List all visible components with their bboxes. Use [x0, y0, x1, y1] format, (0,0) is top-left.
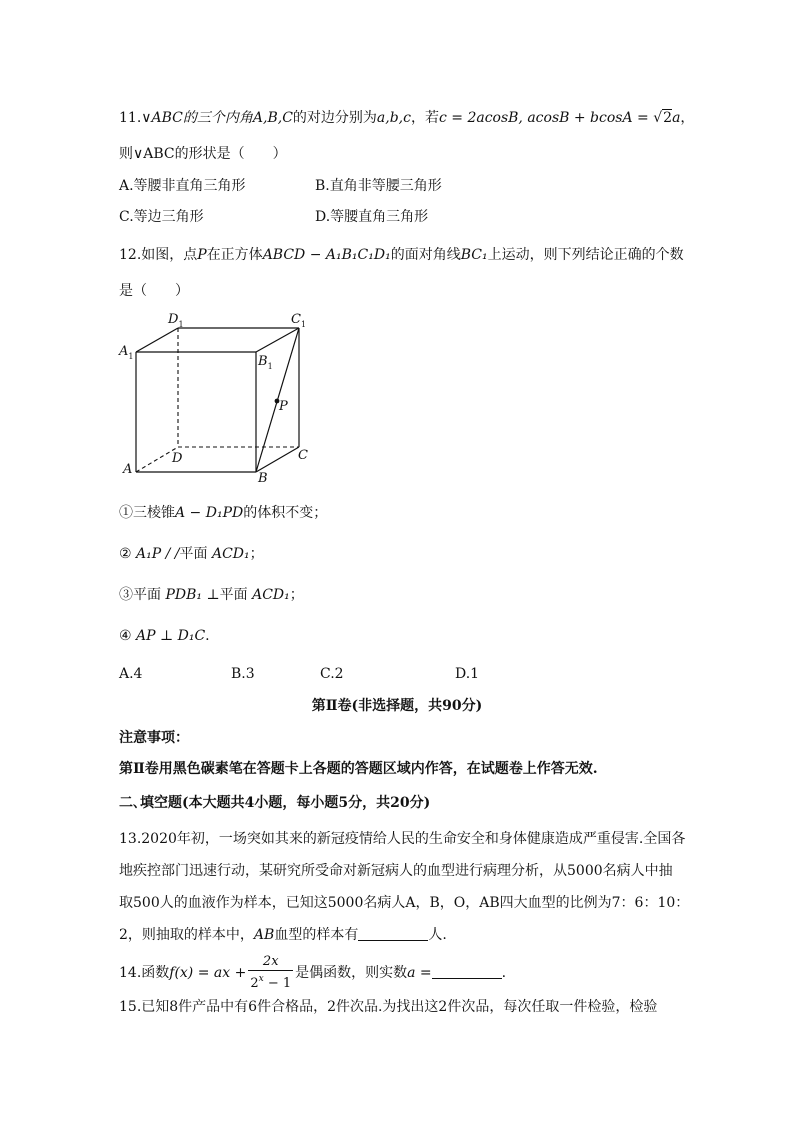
q13-line4: 2，则抽取的样本中，AB血型的样本有 人.: [119, 927, 447, 943]
q12-option-c: C.2: [320, 666, 344, 682]
label-c1: $C_1$: [291, 312, 307, 329]
q13-line1: 13.2020年初，一场突如其来的新冠疫情给人民的生命安全和身体健康造成严重侵害.全国各: [119, 831, 686, 847]
section-title: 第Ⅱ卷(非选择题，共90分): [311, 698, 483, 714]
q12-statement-4: ④ AP ⊥ D₁C.: [119, 628, 210, 644]
part-title: 二､填空题(本大题共4小题，每小题5分，共20分): [119, 795, 431, 811]
q14-line: 14.函数f(x) = ax + $\frac{2x}{2^x - 1}$ 是偶函数，则实数a = .: [119, 954, 507, 991]
label-b1: $B_1$: [258, 354, 273, 371]
q11-option-b: B.直角非等腰三角形: [315, 178, 442, 194]
notice-title: 注意事项：: [119, 730, 189, 746]
notice-text: 第Ⅱ卷用黑色碳素笔在答题卡上各题的答题区域内作答，在试题卷上作答无效.: [119, 761, 598, 777]
q15-line1: 15.已知8件产品中有6件合格品，2件次品.为找出这2件次品，每次任取一件检验，检验: [119, 999, 658, 1015]
q14-answer-blank: [432, 964, 502, 979]
q12-option-b: B.3: [231, 666, 255, 682]
q11-option-a: A.等腰非直角三角形: [119, 178, 246, 194]
q11-option-d: D.等腰直角三角形: [315, 209, 429, 225]
q12-statement-2: ② A₁P / /平面 ACD₁；: [119, 546, 264, 562]
label-d: D: [172, 451, 183, 466]
q13-line2: 地疾控部门迅速行动，某研究所受命对新冠病人的血型进行病理分析，从5000名病人中抽: [119, 863, 673, 879]
q12-option-a: A.4: [119, 666, 143, 682]
q12-statement-1: ①三棱锥A − D₁PD的体积不变；: [119, 505, 328, 521]
q11-option-c: C.等边三角形: [119, 209, 204, 225]
label-a1: $A_1$: [119, 344, 134, 361]
q12-option-d: D.1: [455, 666, 480, 682]
cube-figure: [116, 305, 326, 485]
q13-answer-blank: [358, 926, 428, 941]
q14-fraction: $\frac{2x}{2^x - 1}$: [250, 954, 292, 991]
label-p: P: [279, 399, 288, 414]
q12-statement-3: ③平面 PDB₁ ⊥平面 ACD₁；: [119, 587, 304, 603]
q11-line2: 则∨ABC的形状是（ ）: [119, 146, 287, 162]
label-b: B: [258, 471, 268, 485]
q11-line1: 11.∨ABC的三个内角A,B,C的对边分别为a,b,c，若c = 2acosB, acosB + bcosA = √2a，: [119, 110, 695, 126]
label-d1: $D_1$: [168, 312, 184, 329]
label-a: A: [123, 462, 133, 477]
q12-line1: 12.如图，点P在正方体ABCD − A₁B₁C₁D₁的面对角线BC₁上运动，则下列结论正确的个数: [119, 247, 684, 263]
q12-line2: 是（ ）: [119, 283, 189, 299]
label-c: C: [298, 448, 308, 463]
q13-line3: 取500人的血液作为样本，已知这5000名病人A，B，O，AB四大血型的比例为7：6：10：: [119, 895, 690, 911]
